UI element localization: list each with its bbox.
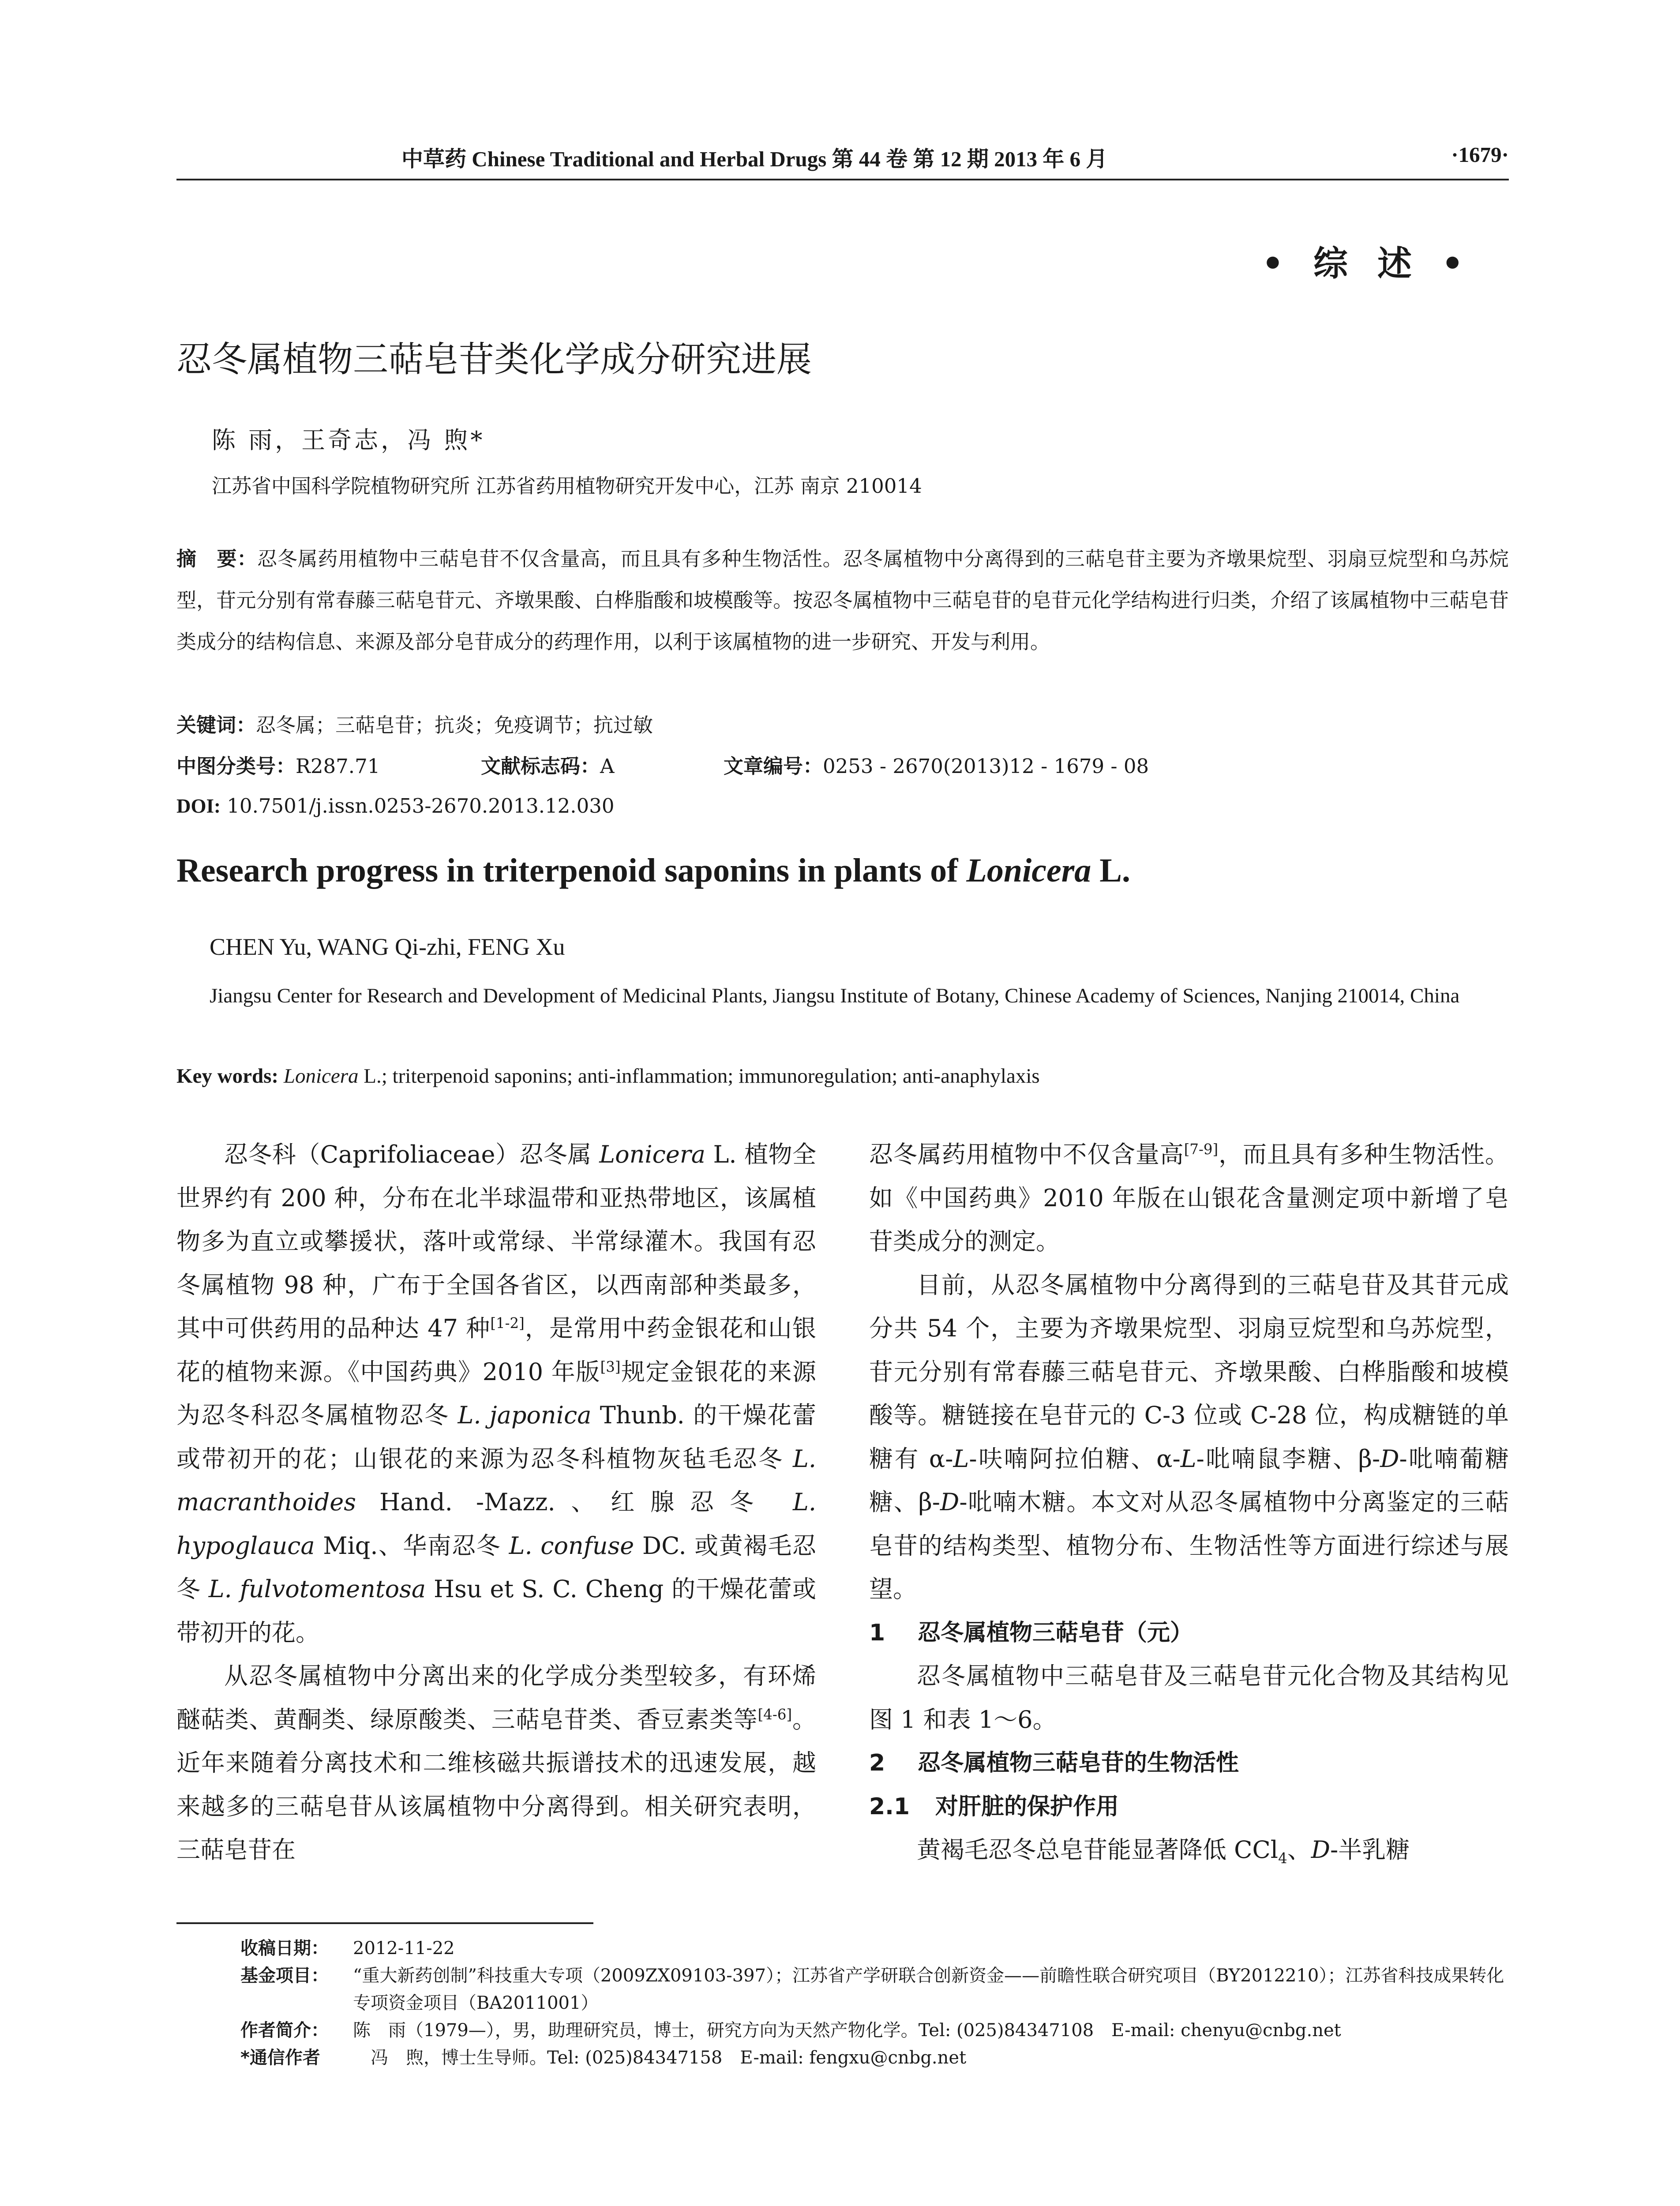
clc-value: R287.71 bbox=[296, 754, 380, 778]
header-rule bbox=[176, 179, 1509, 180]
authors-cn: 陈 雨，王奇志，冯 煦* bbox=[212, 426, 485, 454]
affiliation-en: Jiangsu Center for Research and Development of Medicinal Plants, Jiangsu Institute of Botany, Chinese Academy of Sciences, Nanjing 210014, China bbox=[210, 984, 1460, 1007]
keywords-text: 忍冬属；三萜皂苷；抗炎；免疫调节；抗过敏 bbox=[256, 713, 653, 737]
body-paragraph: 目前，从忍冬属植物中分离得到的三萜皂苷及其苷元成分共 54 个，主要为齐墩果烷型、羽扇豆烷型和乌苏烷型，苷元分别有常春藤三萜皂苷元、齐墩果酸、白桦脂酸和坡模酸等。糖链接在皂苷元的 C-3 位或 C-28 位，构成糖链的单糖有 α-L-呋喃阿拉伯糖、α-L-吡喃鼠李糖、β-D-吡喃葡糖糖、β-D-吡喃木糖。本文对从忍冬属植物中分离鉴定的三萜皂苷的结构类型、植物分布、生物活性等方面进行综述与展望。 bbox=[869, 1271, 1509, 1603]
article-no-value: 0253 - 2670(2013)12 - 1679 - 08 bbox=[823, 754, 1149, 778]
body-paragraph: 黄褐毛忍冬总皂苷能显著降低 CCl$_4$、D-半乳糖 bbox=[917, 1836, 1410, 1867]
abstract-label: 摘 要： bbox=[176, 547, 258, 570]
body-left-column bbox=[176, 1133, 816, 1872]
keywords-en-genus: Lonicera bbox=[283, 1065, 359, 1088]
title-cn: 忍冬属植物三萜皂苷类化学成分研究进展 bbox=[176, 339, 812, 380]
keywords-label: 关键词： bbox=[176, 713, 256, 737]
doi-line bbox=[176, 785, 615, 827]
footnotes bbox=[240, 1935, 1507, 2071]
body-paragraph: 忍冬属药用植物中不仅含量高[7-9]，而且具有多种生物活性。如《中国药典》2010 年版在山银花含量测定项中新增了皂苷类成分的测定。 bbox=[869, 1141, 1509, 1255]
footnote-fund: 基金项目： “重大新药创制”科技重大专项（2009ZX09103-397）；江苏省产学研联合创新资金——前瞻性联合研究项目（BY2012210）；江苏省科技成果转化专项资金项目（BA2011001） bbox=[240, 1966, 1504, 2013]
section-heading-2: 2 忍冬属植物三萜皂苷的生物活性 bbox=[869, 1750, 1239, 1776]
body-right-column bbox=[869, 1133, 1509, 1872]
running-header bbox=[176, 142, 1509, 177]
footnote-author: 作者简介： 陈 雨（1979—），男，助理研究员，博士，研究方向为天然产物化学。Tel: (025)84347108 E-mail: chenyu@cnbg.net bbox=[240, 2020, 1341, 2041]
keywords-en-text: L.; triterpenoid saponins; anti-inflammation; immunoregulation; anti-anaphylaxis bbox=[358, 1065, 1040, 1088]
title-en-suffix: L. bbox=[1091, 852, 1130, 889]
body-paragraph: 从忍冬属植物中分离出来的化学成分类型较多，有环烯醚萜类、黄酮类、绿原酸类、三萜皂苷类、香豆素类等[4-6]。近年来随着分离技术和二维核磁共振谱技术的迅速发展，越来越多的三萜皂苷从该属植物中分离得到。相关研究表明，三萜皂苷在 bbox=[176, 1662, 817, 1864]
body-paragraph: 忍冬属植物中三萜皂苷及三萜皂苷元化合物及其结构见图 1 和表 1～6。 bbox=[869, 1662, 1509, 1733]
title-en-text: Research progress in triterpenoid saponins in plants of bbox=[176, 852, 967, 889]
keywords-en bbox=[176, 1064, 1040, 1088]
doi-value: 10.7501/j.issn.0253-2670.2013.12.030 bbox=[221, 794, 615, 818]
section-heading-1: 1 忍冬属植物三萜皂苷（元） bbox=[869, 1619, 1193, 1646]
article-no-label: 文章编号： bbox=[724, 754, 823, 778]
classification-line bbox=[176, 746, 1509, 787]
journal-header: 中草药 Chinese Traditional and Herbal Drugs 第 44 卷 第 12 期 2013 年 6 月 bbox=[401, 147, 1108, 171]
abstract-cn bbox=[176, 538, 1509, 663]
body-paragraph: 忍冬科（Caprifoliaceae）忍冬属 Lonicera L. 植物全世界约有 200 种，分布在北半球温带和亚热带地区，该属植物多为直立或攀援状，落叶或常绿、半常绿灌木。我国有忍冬属植物 98 种，广布于全国各省区，以西南部种类最多，其中可供药用的品种达 47 种[1-2]，是常用中药金银花和山银花的植物来源。《中国药典》2010 年版[3]规定金银花的来源为忍冬科忍冬属植物忍冬 L. japonica Thunb. 的干燥花蕾或带初开的花；山银花的来源为忍冬科植物灰毡毛忍冬 L. macranthoides Hand. -Mazz.、红腺忍冬 L. hypoglauca Miq.、华南忍冬 L. confuse DC. 或黄褐毛忍冬 L. fulvotomentosa Hsu et S. C. Cheng 的干燥花蕾或带初开的花。 bbox=[176, 1141, 817, 1647]
page-number: ·1679· bbox=[1451, 143, 1509, 167]
footnote-corresponding: *通信作者 冯 煦，博士生导师。Tel: (025)84347158 E-mail: fengxu@cnbg.net bbox=[240, 2048, 967, 2068]
doi-label: DOI: bbox=[176, 795, 221, 817]
title-en bbox=[176, 852, 1130, 890]
footnote-received: 收稿日期： 2012-11-22 bbox=[240, 1938, 455, 1958]
abstract-text: 忍冬属药用植物中三萜皂苷不仅含量高，而且具有多种生物活性。忍冬属植物中分离得到的三萜皂苷主要为齐墩果烷型、羽扇豆烷型和乌苏烷型，苷元分别有常春藤三萜皂苷元、齐墩果酸、白桦脂酸和坡模酸等。按忍冬属植物中三萜皂苷的皂苷元化学结构进行归类，介绍了该属植物中三萜皂苷类成分的结构信息、来源及部分皂苷成分的药理作用，以利于该属植物的进一步研究、开发与利用。 bbox=[176, 547, 1509, 653]
keywords-cn bbox=[176, 705, 653, 746]
section-label: • 综 述 • bbox=[1262, 244, 1473, 284]
footnote-rule bbox=[176, 1922, 593, 1924]
clc-label: 中图分类号： bbox=[176, 754, 296, 778]
keywords-en-label: Key words: bbox=[176, 1065, 279, 1088]
title-en-genus: Lonicera bbox=[966, 852, 1091, 889]
authors-en: CHEN Yu, WANG Qi-zhi, FENG Xu bbox=[210, 934, 565, 960]
doc-code-label: 文献标志码： bbox=[481, 754, 600, 778]
affiliation-cn: 江苏省中国科学院植物研究所 江苏省药用植物研究开发中心，江苏 南京 210014 bbox=[212, 474, 922, 498]
doc-code-value: A bbox=[600, 754, 615, 778]
subsection-heading-2-1: 2.1 对肝脏的保护作用 bbox=[869, 1793, 1119, 1820]
